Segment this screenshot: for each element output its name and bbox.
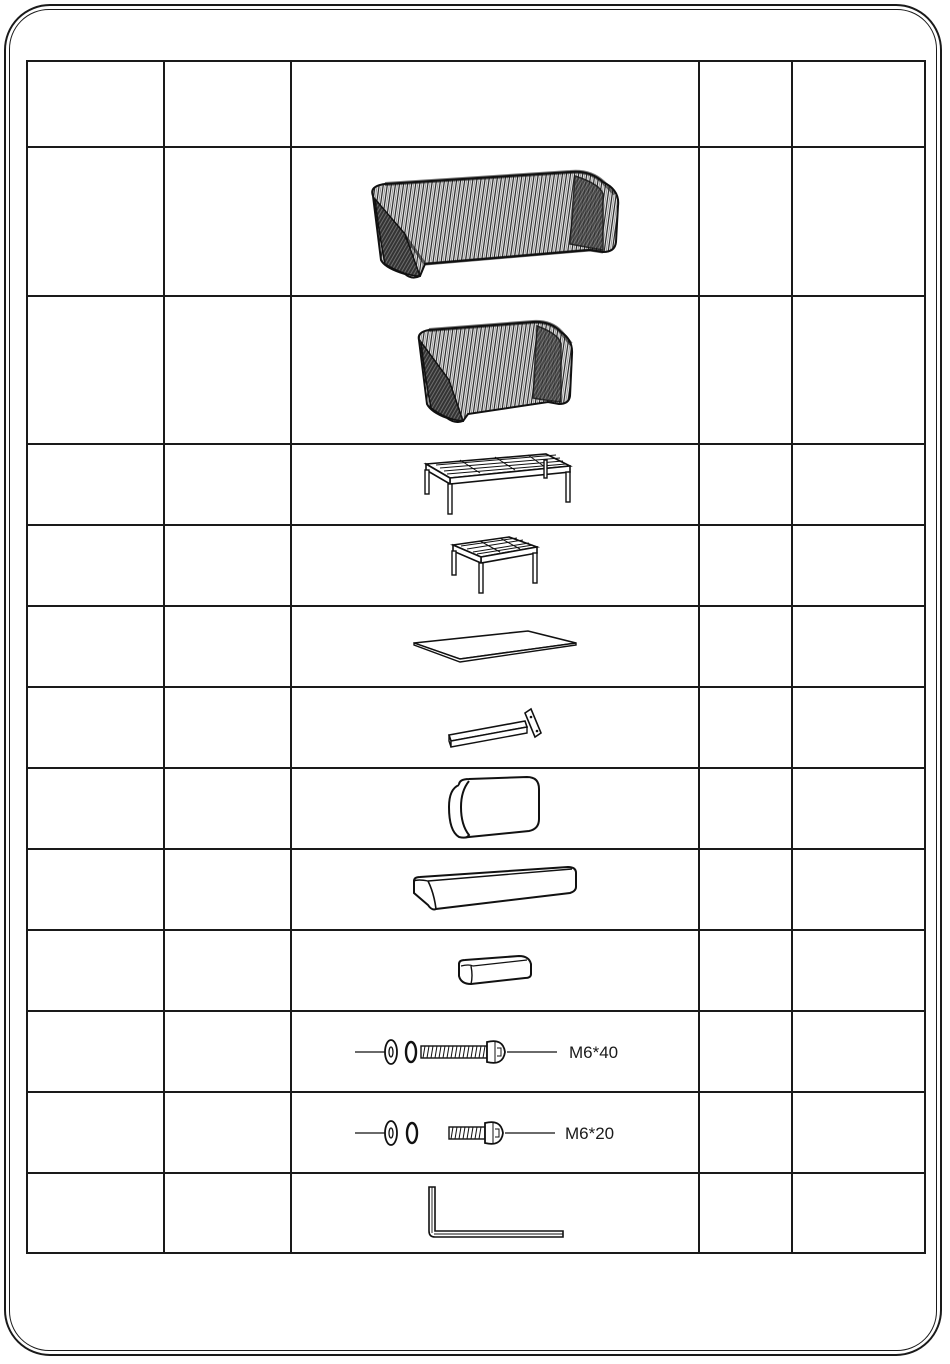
bolt-size-label: M6*20 [565,1123,615,1143]
part-image-cell [291,1092,699,1173]
part-image-cell [291,444,699,525]
part-cell-2 [164,1011,291,1092]
table-row [27,606,925,687]
part-image-cell [291,768,699,849]
ottoman-frame-icon [445,531,545,601]
part-cell-5 [792,296,925,444]
table-row [27,525,925,606]
part-cell-5 [792,147,925,296]
table-header-row [27,61,925,147]
part-cell-2 [164,1173,291,1253]
part-cell-1 [27,296,164,444]
part-cell-2 [164,687,291,768]
part-cell-2 [164,444,291,525]
part-cell-4 [699,687,792,768]
part-cell-4 [699,525,792,606]
part-cell-5 [792,1173,925,1253]
part-image-cell [291,296,699,444]
part-cell-5 [792,849,925,930]
part-cell-1 [27,525,164,606]
header-cell-3 [291,61,699,147]
part-cell-4 [699,296,792,444]
part-cell-1 [27,930,164,1011]
part-image-cell [291,849,699,930]
part-image-cell [291,147,699,296]
bolt-size-label: M6*40 [569,1042,619,1062]
part-cell-4 [699,849,792,930]
part-cell-2 [164,525,291,606]
part-cell-4 [699,1092,792,1173]
part-cell-4 [699,1173,792,1253]
part-cell-1 [27,768,164,849]
part-cell-2 [164,849,291,930]
part-cell-5 [792,1011,925,1092]
header-cell-5 [792,61,925,147]
table-row [27,930,925,1011]
part-image-cell [291,687,699,768]
part-cell-1 [27,849,164,930]
part-cell-4 [699,1011,792,1092]
three-seat-sofa-frame-icon [365,164,625,279]
part-cell-4 [699,606,792,687]
part-cell-2 [164,606,291,687]
part-cell-4 [699,930,792,1011]
part-cell-4 [699,147,792,296]
header-cell-2 [164,61,291,147]
table-row [27,687,925,768]
part-image-cell [291,1011,699,1092]
part-cell-1 [27,606,164,687]
part-cell-2 [164,296,291,444]
header-cell-1 [27,61,164,147]
part-cell-5 [792,687,925,768]
part-cell-2 [164,1092,291,1173]
back-cushion-icon [445,775,545,843]
table-row [27,1173,925,1253]
part-cell-5 [792,1092,925,1173]
part-cell-5 [792,768,925,849]
table-row [27,444,925,525]
part-image-cell [291,525,699,606]
part-cell-1 [27,444,164,525]
part-image-cell [291,606,699,687]
table-row [27,849,925,930]
small-seat-cushion-icon [455,954,535,988]
leg-bracket-icon [445,703,545,753]
two-seat-sofa-frame-icon [413,318,578,423]
part-cell-5 [792,444,925,525]
part-cell-5 [792,930,925,1011]
part-image-cell [291,1173,699,1253]
table-row [27,768,925,849]
bolt-set-short-icon [355,1115,635,1151]
allen-key-icon [425,1185,565,1241]
part-cell-4 [699,444,792,525]
table-top-panel-icon [410,627,580,667]
part-cell-1 [27,687,164,768]
table-row [27,147,925,296]
part-cell-1 [27,1173,164,1253]
long-seat-cushion-icon [410,865,580,915]
header-cell-4 [699,61,792,147]
part-image-cell [291,930,699,1011]
coffee-table-frame-icon [410,450,580,520]
part-cell-5 [792,606,925,687]
part-cell-2 [164,768,291,849]
bolt-set-long-icon [355,1034,635,1070]
part-cell-1 [27,147,164,296]
part-cell-2 [164,147,291,296]
table-row [27,296,925,444]
part-cell-5 [792,525,925,606]
part-cell-2 [164,930,291,1011]
parts-list-table [26,60,926,1254]
part-cell-4 [699,768,792,849]
table-row [27,1092,925,1173]
table-row [27,1011,925,1092]
part-cell-1 [27,1092,164,1173]
part-cell-1 [27,1011,164,1092]
